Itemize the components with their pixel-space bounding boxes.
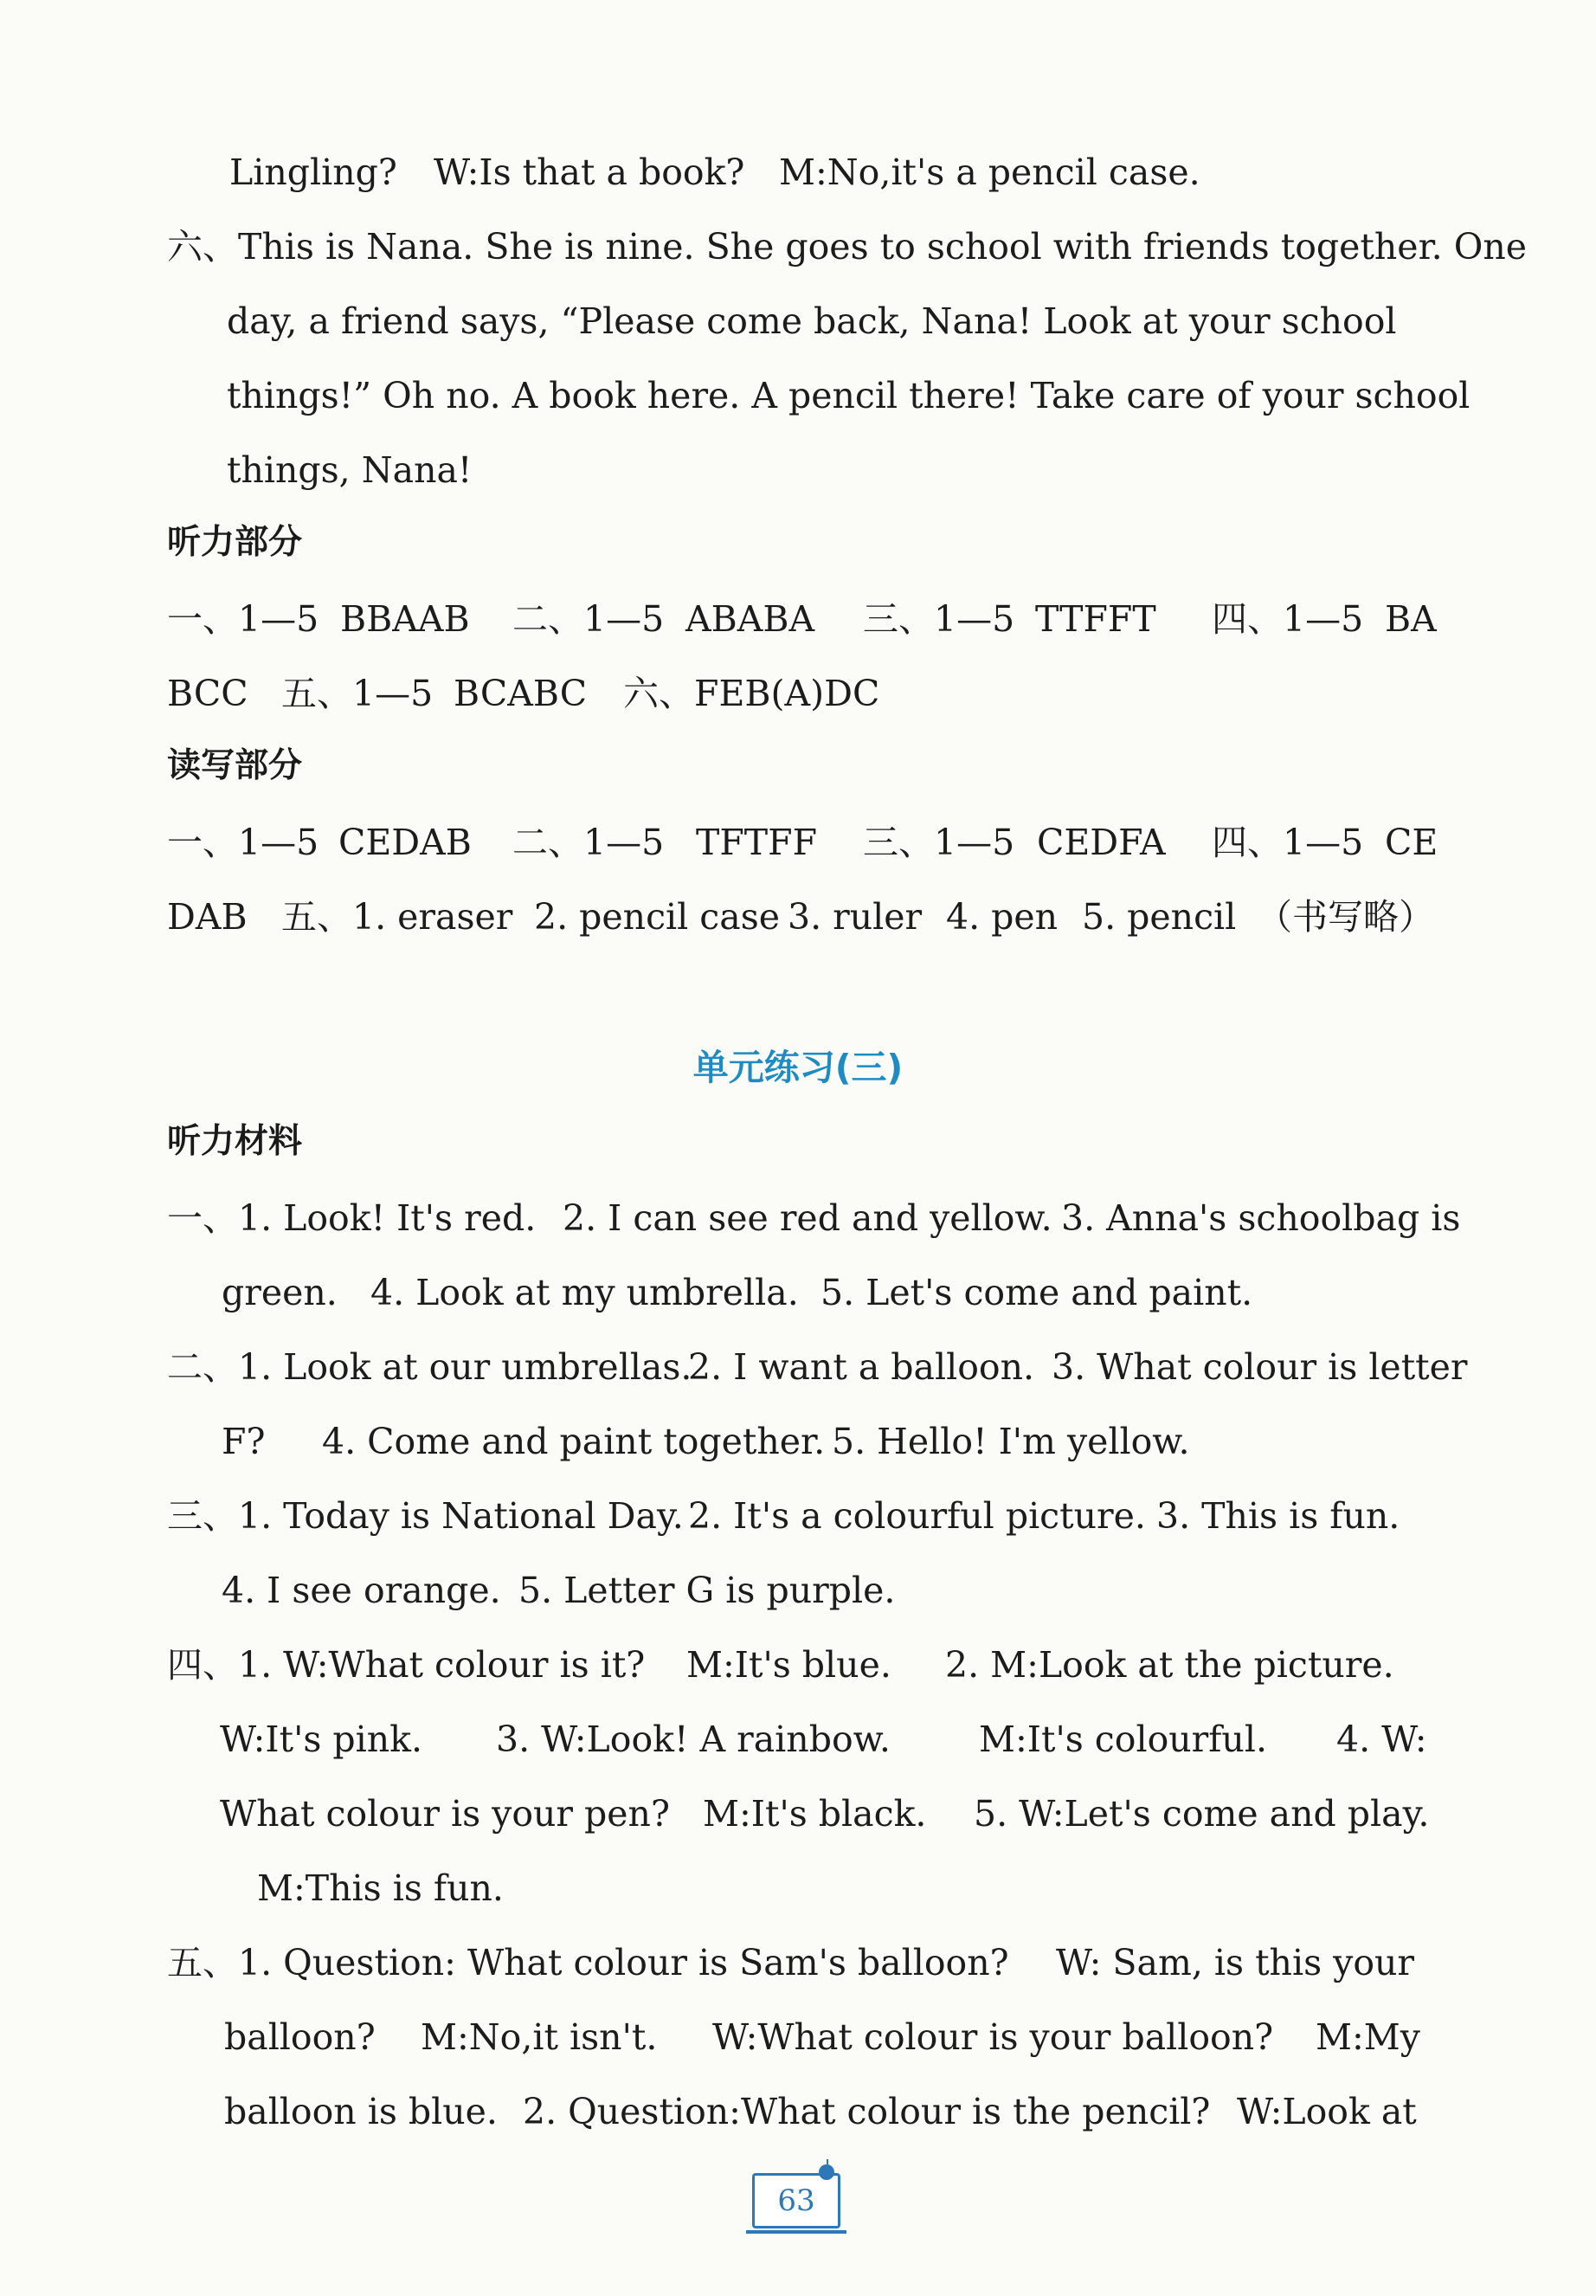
material-s2-line-2: [0, 1407, 1596, 1476]
answer-value: BBAAB: [340, 598, 470, 640]
text-segment: What colour is your pen?: [220, 1793, 670, 1835]
answer-label: 二、1—5: [512, 822, 665, 863]
answer-value: 5. pencil: [1082, 896, 1237, 938]
material-s4-line-1: [0, 1630, 1596, 1699]
material-s4-line-3: [0, 1779, 1596, 1848]
material-s1-line-1: [0, 1183, 1596, 1253]
text-segment: balloon is blue.: [224, 2091, 498, 2132]
material-s3-line-2: [0, 1556, 1596, 1625]
reading-answers-heading: 读写部分: [167, 746, 303, 785]
text-segment: F?: [222, 1421, 266, 1462]
material-s5-line-3: [0, 2077, 1596, 2146]
text-segment: M:It's colourful.: [979, 1719, 1267, 1760]
material-s5-line-1: [0, 1928, 1596, 1997]
text-segment: Lingling?: [229, 152, 397, 193]
material-s4-line-2: [0, 1705, 1596, 1774]
page-number: 63: [777, 2183, 815, 2218]
text-segment: day, a friend says, “Please come back, Nana! Look at your school: [227, 300, 1397, 342]
material-s3-line-1: [0, 1481, 1596, 1551]
text-segment: W:Look at: [1237, 2091, 1417, 2132]
text-segment: 3. This is fun.: [1156, 1495, 1400, 1537]
text-segment: 5. Hello! I'm yellow.: [832, 1421, 1190, 1462]
answer-value: TFTFF: [696, 822, 818, 863]
text-segment: things, Nana!: [227, 449, 473, 491]
answer-value: BA: [1385, 598, 1437, 640]
answer-value: 3. ruler: [788, 896, 923, 938]
listening-material-heading: 听力材料: [167, 1122, 303, 1161]
text-segment: 三、1. Today is National Day.: [167, 1495, 684, 1537]
text-segment: M:My: [1316, 2016, 1420, 2058]
listening-answers-line-1: [0, 584, 1596, 654]
text-segment: M:This is fun.: [257, 1867, 504, 1909]
answer-note: （书写略）: [1257, 896, 1434, 938]
answer-label: 一、1—5: [167, 598, 319, 640]
listening-answers-line-2: [0, 659, 1596, 728]
text-segment: 4. I see orange.: [222, 1570, 501, 1611]
text-segment: W:What colour is your balloon?: [712, 2016, 1274, 2058]
text-segment: balloon?: [224, 2016, 376, 2058]
text-segment: 五、1. Question: What colour is Sam's balloon?: [167, 1942, 1009, 1983]
text-segment: 2. It's a colourful picture.: [688, 1495, 1146, 1537]
section-6-line-1: [0, 212, 1596, 281]
material-s5-line-2: [0, 2003, 1596, 2072]
listening-answers-heading: 听力部分: [167, 523, 303, 562]
text-segment: 5. Letter G is purple.: [518, 1570, 896, 1611]
text-segment: 4. W:: [1336, 1719, 1427, 1760]
text-segment: M:It's blue.: [686, 1644, 891, 1686]
text-segment: 4. Come and paint together.: [322, 1421, 826, 1462]
text-segment: 2. Question:What colour is the pencil?: [523, 2091, 1211, 2132]
text-segment: green.: [222, 1272, 338, 1313]
answer-value: CEDFA: [1037, 822, 1166, 863]
text-segment: 四、1. W:What colour is it?: [167, 1644, 646, 1686]
answer-value: 2. pencil case: [534, 896, 780, 938]
unit-title: 单元练习(三): [692, 1047, 904, 1088]
material-s2-line-1: [0, 1332, 1596, 1402]
text-segment: 2. M:Look at the picture.: [945, 1644, 1394, 1686]
text-segment: 3. Anna's schoolbag is: [1061, 1197, 1461, 1239]
answer-label: 五、1—5: [281, 673, 434, 714]
answer-label: 四、1—5: [1212, 598, 1364, 640]
answer-value: BCABC: [454, 673, 588, 714]
answer-value: 4. pen: [946, 896, 1059, 938]
text-segment: 2. I want a balloon.: [688, 1346, 1035, 1388]
material-s1-line-2: [0, 1258, 1596, 1327]
answer-value: DAB: [167, 896, 248, 938]
text-segment: 3. What colour is letter: [1052, 1346, 1468, 1388]
answer-label: 四、1—5: [1212, 822, 1364, 863]
answer-value: BCC: [167, 673, 248, 714]
answer-label: 三、1—5: [863, 598, 1015, 640]
answer-label: 一、1—5: [167, 822, 319, 863]
section-6-line-3: [0, 361, 1596, 430]
answer-value: CEDAB: [338, 822, 472, 863]
text-segment: 5. Let's come and paint.: [821, 1272, 1253, 1313]
text-segment: W:Is that a book?: [434, 152, 745, 193]
page-number-badge: [752, 2173, 840, 2228]
section-6-line-4: [0, 435, 1596, 505]
text-segment: 2. I can see red and yellow.: [563, 1197, 1052, 1239]
answer-value: ABABA: [685, 598, 815, 640]
answer-value: 五、1. eraser: [281, 896, 513, 938]
answer-label: 三、1—5: [863, 822, 1015, 863]
text-segment: 4. Look at my umbrella.: [370, 1272, 799, 1313]
text-segment: 3. W:Look! A rainbow.: [496, 1719, 891, 1760]
text-segment: 二、1. Look at our umbrellas.: [167, 1346, 692, 1388]
answer-label: 二、1—5: [512, 598, 665, 640]
answer-value: 六、FEB(A)DC: [623, 673, 880, 714]
section-6-line-2: [0, 287, 1596, 356]
answer-value: CE: [1385, 822, 1438, 863]
reading-answers-line-1: [0, 808, 1596, 877]
text-segment: things!” Oh no. A book here. A pencil there! Take care of your school: [227, 375, 1471, 416]
text-segment: M:No,it's a pencil case.: [779, 152, 1200, 193]
text-segment: W:It's pink.: [220, 1719, 423, 1760]
text-segment: M:No,it isn't.: [421, 2016, 658, 2058]
text-segment: W: Sam, is this your: [1056, 1942, 1415, 1983]
text-segment: M:It's black.: [703, 1793, 927, 1835]
text-segment: 六、This is Nana. She is nine. She goes to school with friends together. One: [167, 226, 1528, 268]
answer-value: TTFFT: [1035, 598, 1156, 640]
reading-answers-line-2: [0, 882, 1596, 951]
continuation-line: [0, 138, 1596, 207]
material-s4-line-4: [0, 1854, 1596, 1923]
text-segment: 5. W:Let's come and play.: [974, 1793, 1430, 1835]
text-segment: 一、1. Look! It's red.: [167, 1197, 537, 1239]
apple-icon: [819, 2164, 834, 2180]
